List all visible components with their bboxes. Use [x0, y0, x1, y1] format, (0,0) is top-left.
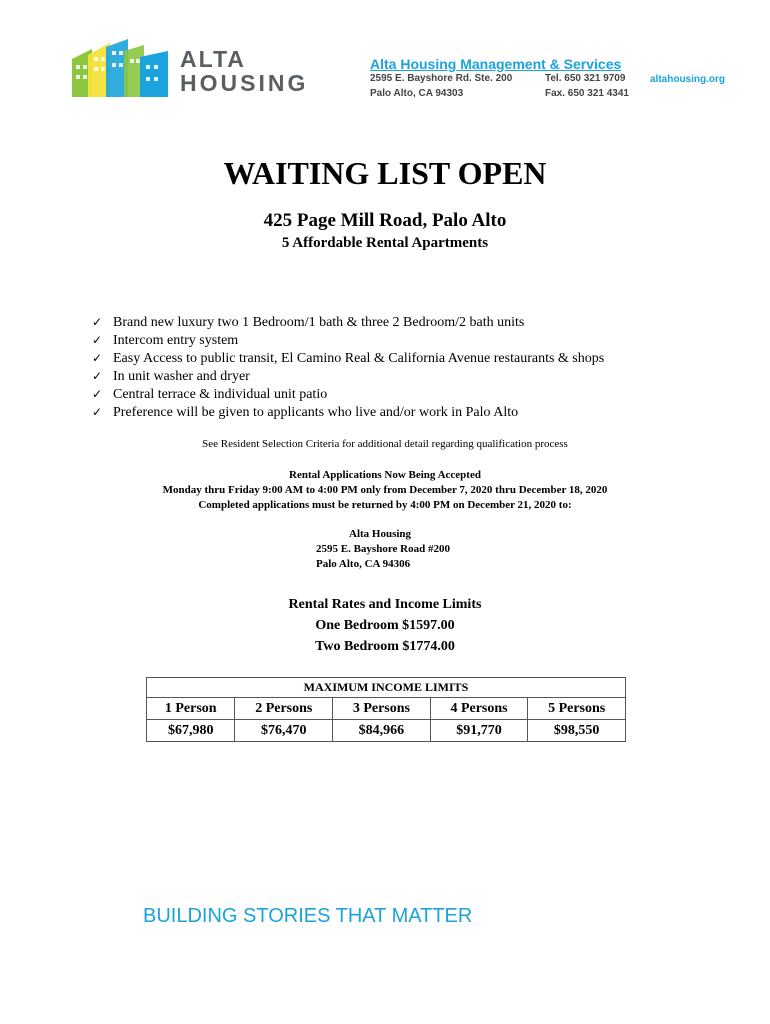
feature-item [92, 403, 604, 421]
checkmark-icon: ✓ [92, 333, 103, 347]
table-header-cell: 4 Persons [430, 698, 528, 720]
feature-list [92, 313, 604, 421]
checkmark-icon: ✓ [92, 351, 103, 365]
table-header-cell: 3 Persons [333, 698, 431, 720]
table-cell: $91,770 [430, 720, 528, 742]
org-address-line2: Palo Alto, CA 94303 [370, 88, 464, 99]
feature-text: Preference will be given to applicants who live and/or work in Palo Alto [113, 405, 519, 420]
checkmark-icon: ✓ [92, 315, 103, 329]
logo-word-alta: ALTA [180, 46, 246, 72]
return-address-city: Palo Alto, CA 94306 [316, 558, 411, 570]
feature-text: Brand new luxury two 1 Bedroom/1 bath & three 2 Bedroom/2 bath units [113, 315, 525, 330]
applications-heading: Rental Applications Now Being Accepted [289, 469, 481, 481]
feature-text: Intercom entry system [113, 333, 239, 348]
property-address: 425 Page Mill Road, Palo Alto [263, 210, 507, 231]
table-cell: $84,966 [333, 720, 431, 742]
feature-text: Easy Access to public transit, El Camino Real & California Avenue restaurants & shops [113, 351, 605, 366]
rate-one-bedroom: One Bedroom $1597.00 [315, 618, 455, 633]
table-row [147, 720, 626, 742]
table-header-row [147, 698, 626, 720]
feature-item [92, 367, 604, 385]
org-telephone: Tel. 650 321 9709 [545, 73, 626, 84]
feature-item [92, 349, 604, 367]
org-address-line1: 2595 E. Bayshore Rd. Ste. 200 [370, 73, 513, 84]
feature-text: Central terrace & individual unit patio [113, 387, 328, 402]
table-title-row [147, 678, 626, 698]
org-fax: Fax. 650 321 4341 [545, 88, 629, 99]
table-cell: $76,470 [235, 720, 333, 742]
checkmark-icon: ✓ [92, 369, 103, 383]
application-info [0, 468, 770, 513]
property-units: 5 Affordable Rental Apartments [281, 235, 489, 251]
applications-hours: Monday thru Friday 9:00 AM to 4:00 PM only from December 7, 2020 thru December 18, 2020 [162, 484, 608, 496]
page-title: WAITING LIST OPEN [223, 155, 547, 191]
rental-rates [0, 594, 770, 657]
org-website-link[interactable]: altahousing.org [650, 74, 725, 85]
table-header-cell: 2 Persons [235, 698, 333, 720]
alta-housing-logo [70, 37, 310, 101]
feature-text: In unit washer and dryer [113, 369, 250, 384]
return-address-street: 2595 E. Bayshore Road #200 [316, 543, 450, 555]
return-address-name: Alta Housing [349, 528, 412, 540]
org-name: Alta Housing Management & Services [370, 56, 622, 72]
feature-item [92, 331, 604, 349]
logo-wordmark [180, 47, 308, 95]
feature-item [92, 313, 604, 331]
logo-word-housing: HOUSING [180, 70, 309, 96]
table-cell: $67,980 [147, 720, 235, 742]
tagline: BUILDING STORIES THAT MATTER [143, 905, 473, 927]
table-title: MAXIMUM INCOME LIMITS [147, 678, 626, 698]
applications-deadline: Completed applications must be returned by 4:00 PM on December 21, 2020 to: [198, 499, 572, 511]
return-address [316, 527, 450, 572]
buildings-logo-icon [70, 37, 170, 99]
table-cell: $98,550 [528, 720, 626, 742]
rates-heading: Rental Rates and Income Limits [288, 597, 482, 612]
selection-criteria-note: See Resident Selection Criteria for additional detail regarding qualification process [202, 438, 568, 450]
income-limits-table [146, 677, 626, 742]
checkmark-icon: ✓ [92, 387, 103, 401]
table-header-cell: 5 Persons [528, 698, 626, 720]
rate-two-bedroom: Two Bedroom $1774.00 [315, 639, 455, 654]
feature-item [92, 385, 604, 403]
checkmark-icon: ✓ [92, 405, 103, 419]
table-header-cell: 1 Person [147, 698, 235, 720]
